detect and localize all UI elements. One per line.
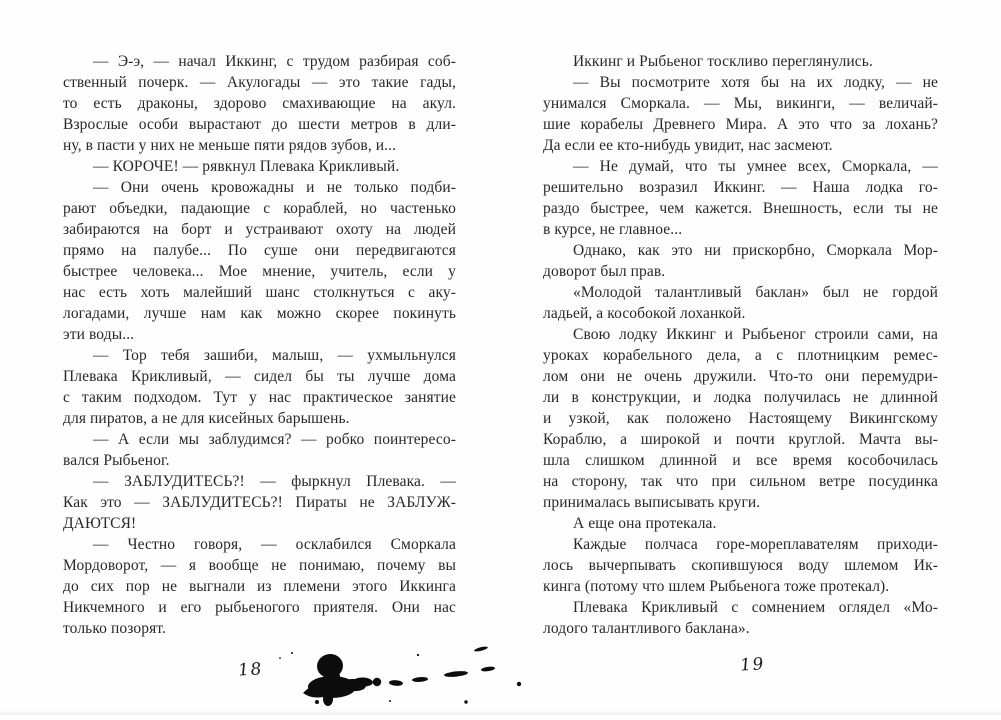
text-line: с таким подходом. Тут у нас практическое занятие [63, 389, 456, 406]
text-line: ли в конструкции, и лодка получилась не длинной [543, 389, 938, 406]
text-line: на сторону, так что при сильном ветре посудинка [543, 473, 938, 490]
text-line: логадами, лучше нам как можно скорее покинуть [63, 305, 456, 322]
text-line: Никчемного и его рыбьеногого приятеля. Они нас [63, 599, 456, 616]
text-line: — КОРОЧЕ! — рявкнул Плевака Крикливый. [93, 158, 400, 175]
text-line: только позорят. [63, 620, 166, 637]
text-line: — Они очень кровожадны и не только подби- [93, 179, 456, 196]
text-line: — Честно говоря, — осклабился Сморкала [93, 536, 456, 553]
text-line: Взрослые особи вырастают до шести метров в дли- [63, 116, 456, 133]
text-line: Иккинг и Рыбьеног тоскливо переглянулись. [573, 53, 873, 70]
text-line: Каждые полчаса горе-мореплавателям приходи- [573, 536, 938, 553]
text-line: — Вы посмотрите хотя бы на их лодку, — не [573, 74, 938, 91]
text-line: Мордоворот, — я вообще не понимаю, почему вы [63, 557, 456, 574]
text-line: уроках корабельного дела, а с плотницким ремес- [543, 347, 938, 364]
text-line: для пиратов, а не для кисейных барышень. [63, 410, 350, 427]
text-line: ДАЮТСЯ! [63, 515, 137, 532]
text-line: раздо быстрее, чем кажется. Внешность, если ты не [543, 200, 938, 217]
text-line: «Молодой талантливый баклан» был не гордой [573, 284, 938, 301]
page-number-right: 19 [739, 654, 766, 676]
page-18-text-column [63, 51, 456, 639]
text-line: шла слишком длинной и все время кособочилась [543, 452, 938, 469]
text-line: лось вычерпывать скопившуюся воду шлемом Ик- [543, 557, 938, 574]
text-line: вался Рыбьеног. [63, 452, 170, 469]
page-19-text-column [543, 51, 938, 639]
text-line: быстрее человека... Мое мнение, учитель, если у [63, 263, 456, 280]
text-line: шие корабелы Древнего Мира. А это что за лохань? [543, 116, 938, 133]
text-line: Кораблю, а широкой и почти круглой. Мачта вы- [543, 431, 938, 448]
text-line: эти воды... [63, 326, 135, 343]
text-line: нас есть хоть малейший шанс столкнуться с аку- [63, 284, 456, 301]
ink-splatter-icon [270, 635, 590, 715]
ink-splatter-illustration [270, 635, 590, 715]
text-line: доворот был прав. [543, 263, 666, 280]
text-line: решительно возразил Иккинг. — Наша лодка го- [543, 179, 938, 196]
text-line: — Не думай, что ты умнее всех, Сморкала, — [573, 158, 938, 175]
text-line: в курсе, не главное... [543, 221, 683, 238]
text-line: ну, в пасти у них не меньше пяти рядов зубов, и... [63, 137, 397, 154]
text-line: ственный почерк. — Акулогады — это такие гады, [63, 74, 456, 91]
text-line: — Э-э, — начал Иккинг, с трудом разбирая соб- [93, 53, 456, 70]
text-line: забираются на борт и устраивают охоту на людей [63, 221, 456, 238]
page-bottom-edge-shadow [0, 711, 1001, 715]
text-line: — А если мы заблудимся? — робко поинтересо- [93, 431, 456, 448]
text-line: Как это — ЗАБЛУДИТЕСЬ?! Пираты не ЗАБЛУЖ- [63, 494, 456, 511]
text-line: Однако, как это ни прискорбно, Сморкала Мор- [573, 242, 938, 259]
text-line: лом они не очень дружили. Что-то они перемудри- [543, 368, 938, 385]
text-line: унимался Сморкала. — Мы, викинги, — величай- [543, 95, 938, 112]
text-line: ладьей, а кособокой лоханкой. [543, 305, 746, 322]
text-line: прямо на палубе... По суше они передвигаются [63, 242, 456, 259]
text-line: — ЗАБЛУДИТЕСЬ?! — фыркнул Плевака. — [93, 473, 456, 490]
text-line: до сих пор не выгнали из племени этого Иккинга [63, 578, 456, 595]
text-line: то есть драконы, здорово смахивающие на акул. [63, 95, 456, 112]
text-line: рают объедки, падающие с кораблей, но частенько [63, 200, 456, 217]
text-line: и узкой, как положено Настоящему Викингскому [543, 410, 938, 427]
text-line: А еще она протекала. [573, 515, 717, 532]
text-line: Свою лодку Иккинг и Рыбьеног строили сами, на [573, 326, 938, 343]
text-line: кинга (потому что шлем Рыбьенога тоже протекал). [543, 578, 890, 595]
text-line: принималась выписывать круги. [543, 494, 761, 511]
text-line: Плевака Крикливый, — сидел бы ты лучше дома [63, 368, 456, 385]
page-number-left: 18 [237, 659, 264, 681]
text-line: Да если ее кто-нибудь увидит, нас засмеют. [543, 137, 833, 154]
text-line: Плевака Крикливый с сомнением оглядел «Мо- [573, 599, 938, 616]
text-line: лодого талантливого баклана». [543, 620, 750, 637]
text-line: — Тор тебя зашиби, малыш, — ухмыльнулся [93, 347, 456, 364]
